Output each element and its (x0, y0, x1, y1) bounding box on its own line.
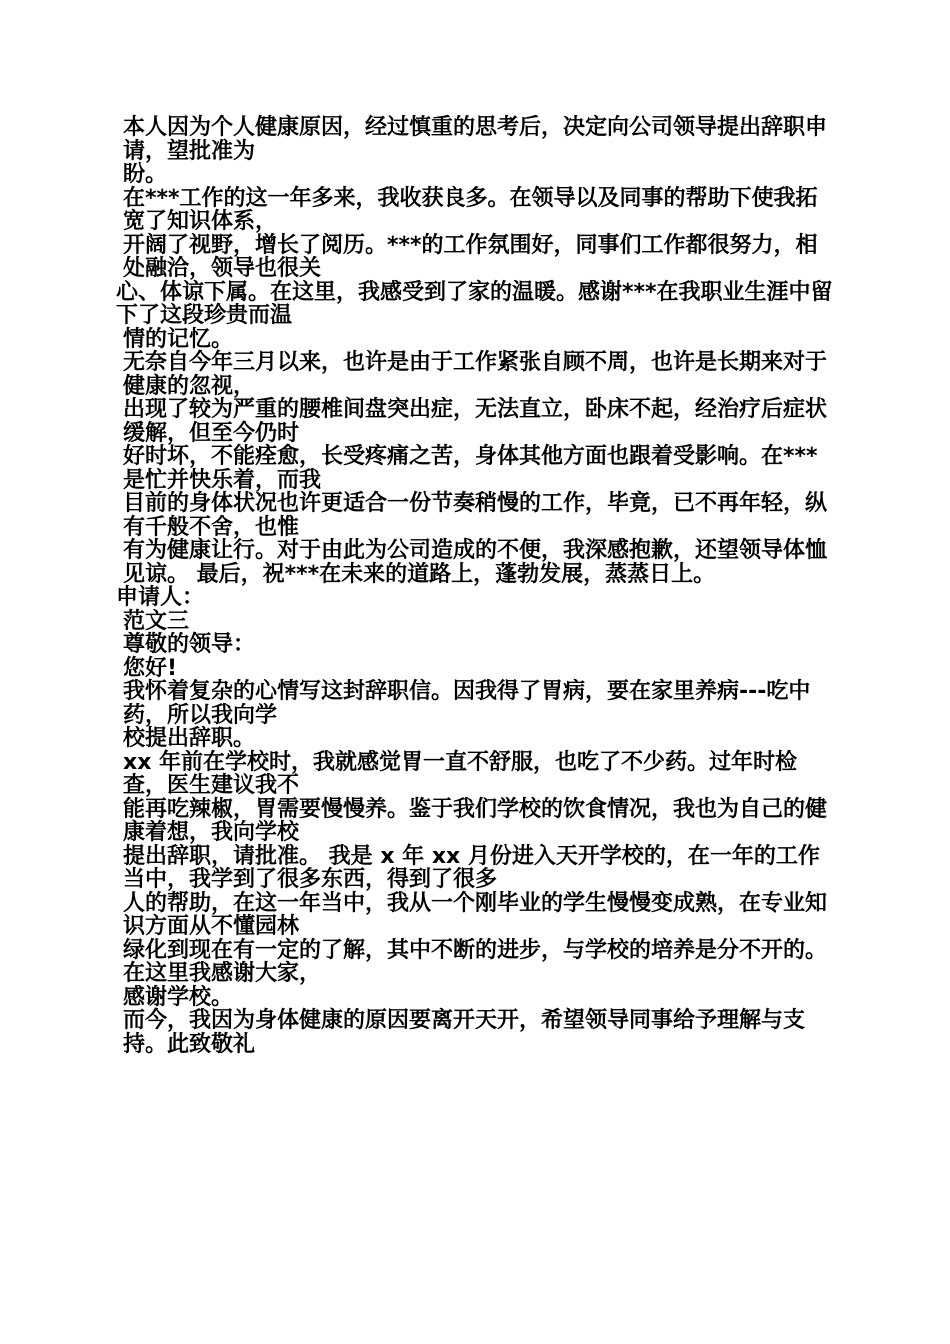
paragraph-2: 在***工作的这一年多来，我收获良多。在领导以及同事的帮助下使我拓宽了知识体系， (123, 185, 818, 234)
paragraph-3-cont-2: 好时坏，不能痊愈，长受疼痛之苦，身体其他方面也跟着受影响。在***是忙并快乐着，而我 (123, 444, 818, 493)
section-heading: 范文三 (123, 608, 190, 634)
document-body (116, 116, 836, 1056)
paragraph-3: 无奈自今年三月以来，也许是由于工作紧张自顾不周，也许是长期来对于健康的忽视， (123, 350, 828, 399)
paragraph-5-cont-2: 提出辞职，请批准。 我是 x 年 xx 月份进入天开学校的，在一年的工作当中，我学到了很多东西，得到了很多 (123, 843, 820, 892)
greeting: 您好! (123, 655, 178, 681)
paragraph-1: 本人因为个人健康原因，经过慎重的思考后，决定向公司领导提出辞职申请，望批准为 (123, 115, 828, 164)
paragraph-3-cont: 出现了较为严重的腰椎间盘突出症，无法直立，卧床不起，经治疗后症状缓解，但至今仍时 (123, 397, 828, 446)
salutation: 尊敬的领导： (123, 632, 256, 657)
paragraph-2-cont-2: 心、体谅下属。在这里，我感受到了家的温暖。感谢***在我职业生涯中留下了这段珍贵而温 (116, 279, 833, 328)
paragraph-3-end: 有为健康让行。对于由此为公司造成的不便，我深感抱歉，还望领导体恤见谅。 最后，祝***在未来的道路上，蓬勃发展，蒸蒸日上。 (123, 538, 828, 587)
paragraph-2-cont: 开阔了视野，增长了阅历。***的工作氛围好，同事们工作都很努力，相处融洽，领导也很关 (123, 232, 818, 281)
paragraph-6: 而今，我因为身体健康的原因要离开天开，希望领导同事给予理解与支持。此致敬礼 (123, 1008, 806, 1057)
paragraph-4-end: 校提出辞职。 (123, 726, 256, 751)
paragraph-5-cont-3: 人的帮助，在这一年当中，我从一个刚毕业的学生慢慢变成熟，在专业知识方面从不懂园林 (123, 890, 828, 939)
paragraph-2-end: 情的记忆。 (123, 326, 234, 352)
paragraph-5-cont-4: 绿化到现在有一定的了解，其中不断的进步，与学校的培养是分不开的。在这里我感谢大家， (123, 937, 828, 986)
paragraph-4: 我怀着复杂的心情写这封辞职信。因我得了胃病，要在家里养病---吃中药，所以我向学 (123, 679, 811, 728)
paragraph-5-end: 感谢学校。 (123, 984, 234, 1010)
paragraph-1-cont: 盼。 (123, 162, 168, 187)
paragraph-5-cont: 能再吃辣椒，胃需要慢慢养。鉴于我们学校的饮食情况，我也为自己的健康着想，我向学校 (123, 796, 828, 845)
paragraph-3-cont-3: 目前的身体状况也许更适合一份节奏稍慢的工作，毕竟，已不再年轻，纵有千般不舍，也惟 (123, 491, 828, 540)
applicant-label: 申请人： (116, 585, 205, 610)
paragraph-5: xx 年前在学校时，我就感觉胃一直不舒服，也吃了不少药。过年时检查，医生建议我不 (123, 749, 798, 798)
